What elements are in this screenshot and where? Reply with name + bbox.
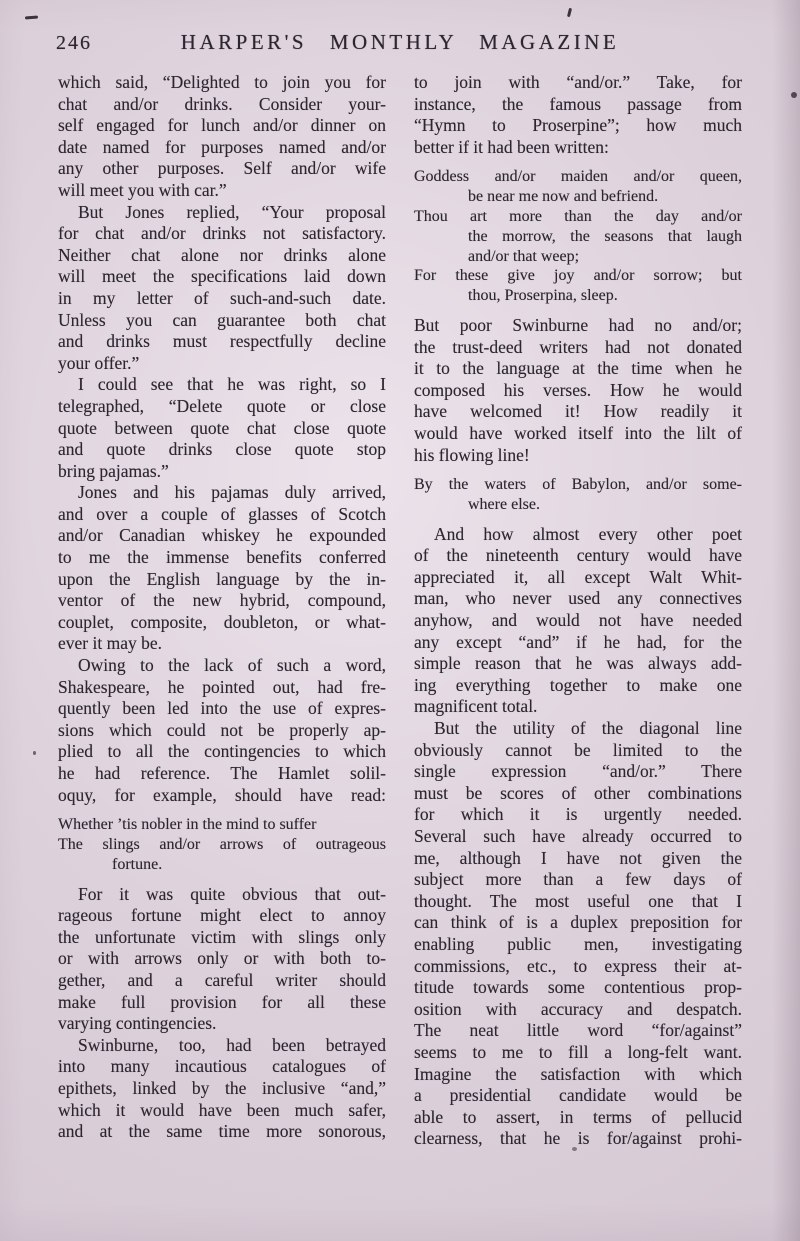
paragraph [58,884,386,1035]
text-line: anyhow, and would not have needed [414,610,742,631]
text-line: obviously cannot be limited to the [414,739,742,760]
paragraph [58,202,386,375]
text-line: I could see that he was right, so I [78,374,386,395]
text-line: seems to me to fill a long-felt want. [414,1041,742,1062]
text-line: will meet you with car.” [58,179,227,200]
paragraph [414,718,742,1150]
text-line: quote between quote chat close quote [58,417,386,438]
text-line: the unfortunate victim with slings only [58,926,386,947]
text-line: he had reference. The Hamlet solil- [58,763,386,783]
paragraph [58,1035,386,1143]
text-line: his flowing line! [414,444,530,465]
paragraph [414,315,742,466]
scan-speck [567,8,572,17]
text-line: Jones and his pajamas duly arrived, [78,482,386,503]
text-line: to me the immense benefits conferred [58,547,386,568]
text-line: varying contingencies. [58,1013,217,1034]
text-line: and/or that weep; [468,247,580,265]
text-line: and drinks must respectfully decline [58,331,386,352]
text-line: self engaged for lunch and/or dinner on [58,115,386,136]
text-line: the trust-deed writers had not donated [414,336,742,357]
text-line: and/or Canadian whiskey he expounded [58,525,386,546]
text-line: osition with accuracy and despatch. [414,998,742,1019]
text-line: will meet the specifications laid down [58,266,386,287]
text-line: plied to all the contingencies to which [58,741,386,762]
text-line: for which it is urgently needed. [414,804,742,825]
text-line: commissions, etc., to express their at- [414,955,742,976]
text-line: able to assert, in terms of pellucid [414,1106,742,1127]
text-line: thought. The most useful one that I [414,890,742,911]
text-line: can think of is a duplex preposition for [414,912,742,933]
text-line: telegraphed, “Delete quote or close [58,395,386,416]
text-line: The neat little word “for/against” [414,1020,742,1041]
text-line: enabling public men, investigating [414,933,742,954]
paragraph [58,72,386,202]
text-line: ing everything together to make one [414,674,742,695]
scan-speck [25,16,38,20]
text-line: oquy, for example, should have read: [58,784,386,805]
text-line: into many incautious catalogues of [58,1056,386,1077]
text-line: Swinburne, too, had been betrayed [78,1034,386,1055]
text-line: me, although I have not given the [414,847,742,868]
scan-speck [33,751,36,755]
page-title: HARPER'S MONTHLY MAGAZINE [180,30,620,54]
text-line: which it would have been much safer, [58,1099,386,1120]
text-line: But poor Swinburne had no and/or; [414,314,742,335]
verse-quote [414,475,742,515]
text-line: the morrow, the seasons that laugh [468,227,742,245]
running-header [0,30,800,60]
text-line: or with arrows only or with both to- [58,948,386,969]
text-line: Imagine the satisfaction with which [414,1063,742,1084]
text-line: it to the language at the time when he [414,358,742,379]
text-line: for chat and/or drinks not satisfactory. [58,223,386,244]
paragraph [414,524,742,718]
text-line: of the nineteenth century would have [414,545,742,566]
text-line: in my letter of such-and-such date. [58,287,386,308]
text-line: Goddess and/or maiden and/or queen, [414,168,742,186]
text-line: composed his verses. How he would [414,379,742,400]
text-line: Whether ’tis nobler in the mind to suffer [58,816,317,834]
text-line: simple reason that he was always add- [414,653,742,674]
text-line: better if it had been written: [414,136,609,157]
text-line: instance, the famous passage from [414,93,742,114]
text-line: your offer.” [58,352,140,373]
text-line: any except “and” if he had, for the [414,631,742,652]
text-line: upon the English language by the in- [58,568,386,589]
text-line: couplet, composite, doubleton, or what- [58,611,386,632]
text-line: Neither chat alone nor drinks alone [58,244,386,265]
text-line: Thou art more than the day and/or [414,207,742,225]
text-line: Owing to the lack of such a word, [78,655,386,676]
text-line: ventor of the new hybrid, compound, [58,590,386,611]
column-left [58,72,386,1150]
text-line: quently been led into the use of expres- [58,698,386,719]
verse-quote [414,167,742,306]
text-line: But Jones replied, “Your proposal [78,201,386,222]
text-line: man, who never used any connectives [414,588,742,609]
text-line: thou, Proserpina, sleep. [468,287,618,305]
text-line: epithets, linked by the inclusive “and,” [58,1077,386,1098]
text-line: Several such have already occurred to [414,826,742,847]
text-line: The slings and/or arrows of outrageous [58,835,386,853]
text-line: any other purposes. Self and/or wife [58,158,386,179]
verse-quote [58,815,386,874]
text-line: a presidential candidate would be [414,1085,742,1106]
text-line: chat and/or drinks. Consider your- [58,93,386,114]
text-line: rageous fortune might elect to annoy [58,905,386,926]
text-line: fortune. [112,855,163,873]
text-line: which said, “Delighted to join you for [58,72,386,92]
page-body [58,72,742,1150]
page-number: 246 [56,32,92,54]
text-line: appreciated it, all except Walt Whit- [414,566,742,587]
text-line: where else. [468,495,540,513]
text-line: to join with “and/or.” Take, for [414,72,742,92]
text-line: and at the same time more sonorous, [58,1121,386,1142]
text-line: make full provision for all these [58,991,386,1012]
text-line: Unless you can guarantee both chat [58,309,386,330]
paragraph [58,482,386,655]
text-line: would have worked itself into the lilt of [414,422,742,443]
text-line: date named for purposes named and/or [58,136,386,157]
column-right [414,72,742,1150]
paragraph [58,374,386,482]
paragraph [414,72,742,158]
text-line: For these give joy and/or sorrow; but [414,267,742,285]
text-line: Shakespeare, he pointed out, had fre- [58,676,386,697]
text-line: magnificent total. [414,696,538,717]
text-line: and over a couple of glasses of Scotch [58,503,386,524]
text-line: bring pajamas.” [58,460,169,481]
text-line: be near me now and befriend. [468,188,659,206]
text-line: and quote drinks close quote stop [58,439,386,460]
text-line: ever it may be. [58,633,162,654]
text-line: For it was quite obvious that out- [78,883,386,904]
paragraph [58,655,386,806]
text-line: subject more than a few days of [414,869,742,890]
text-line: “Hymn to Proserpine”; how much [414,115,742,136]
text-line: gether, and a careful writer should [58,969,386,990]
text-line: But the utility of the diagonal line [434,718,742,739]
text-line: have welcomed it! How readily it [414,401,742,422]
text-line: sions which could not be properly ap- [58,719,386,740]
text-line: single expression “and/or.” There [414,761,742,782]
text-line: By the waters of Babylon, and/or some- [414,476,742,494]
text-line: clearness, that he is for/against prohi- [414,1128,742,1149]
text-line: And how almost every other poet [434,523,742,544]
text-line: titude towards some contentious prop- [414,977,742,998]
text-line: must be scores of other combinations [414,782,742,803]
scan-speck [791,92,797,98]
